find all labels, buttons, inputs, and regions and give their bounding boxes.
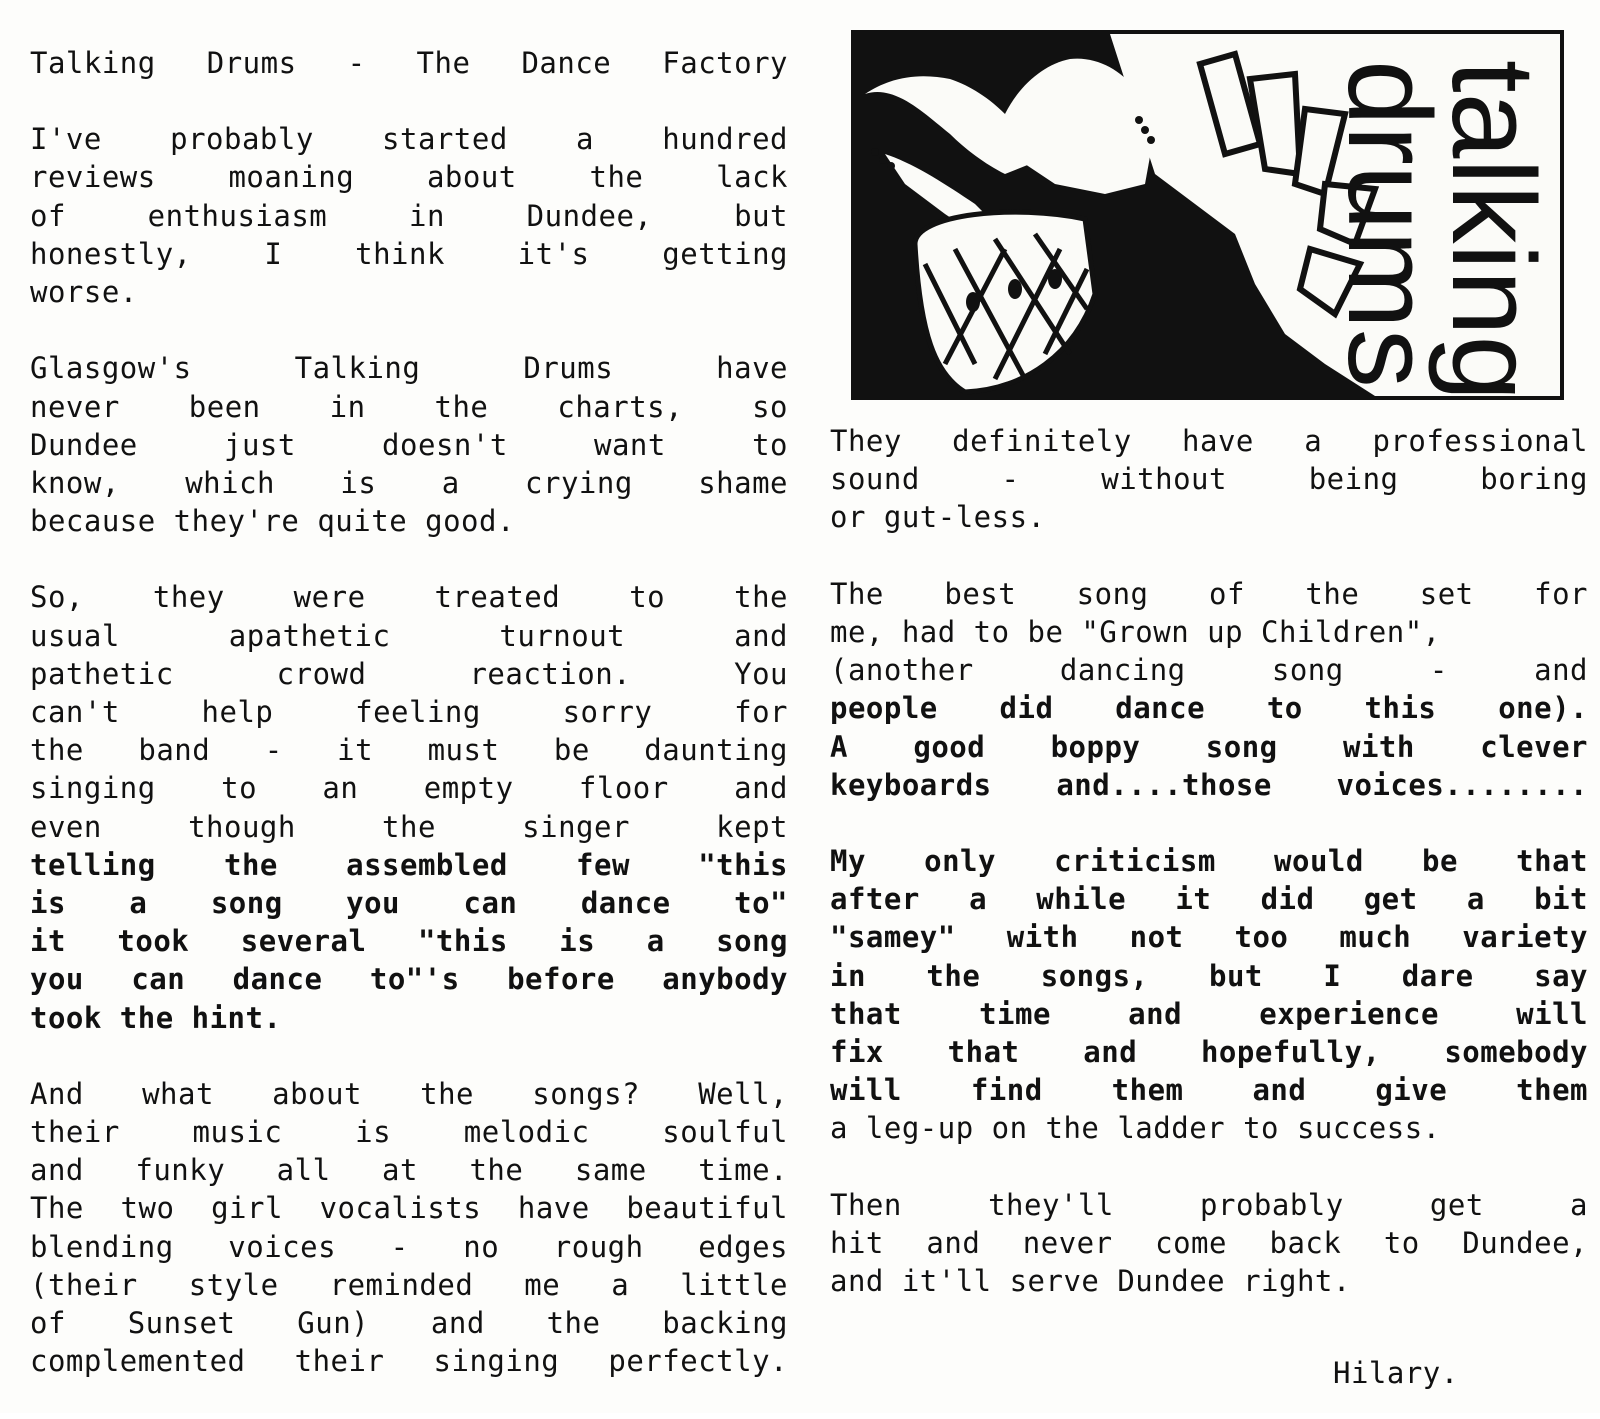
text-line: The two girl vocalists have beautiful	[30, 1191, 788, 1226]
text-line: keyboards and....those voices........	[830, 767, 1588, 802]
text-line: Dundee just doesn't want to	[30, 427, 788, 462]
text-line: The best song of the set for	[830, 576, 1588, 611]
text-line: of Sunset Gun) and the backing	[30, 1306, 788, 1341]
text-line: in the songs, but I dare say	[830, 958, 1588, 993]
text-line: (another dancing song - and	[830, 653, 1588, 688]
text-line: reviews moaning about the lack	[30, 160, 788, 195]
text-line: people did dance to this one).	[830, 691, 1588, 726]
text-line: blending voices - no rough edges	[30, 1229, 788, 1264]
paragraph	[30, 349, 788, 540]
paragraph	[30, 1075, 788, 1381]
text-line: it took several "this is a song	[30, 924, 788, 959]
text-line: even though the singer kept	[30, 809, 788, 844]
text-line: worse.	[30, 274, 138, 309]
text-line: sound - without being boring	[830, 462, 1588, 497]
paragraph	[30, 578, 788, 1036]
left-column	[30, 44, 788, 1419]
text-line: a leg-up on the ladder to success.	[830, 1111, 1441, 1146]
text-line: know, which is a crying shame	[30, 465, 788, 500]
paragraph	[30, 120, 788, 311]
text-line: is a song you can dance to"	[30, 885, 788, 920]
text-line: Glasgow's Talking Drums have	[30, 351, 788, 386]
text-line: fix that and hopefully, somebody	[830, 1035, 1588, 1069]
paragraph	[830, 842, 1588, 1148]
text-line: will find them and give them	[830, 1073, 1588, 1108]
text-line: or gut-less.	[830, 500, 1046, 535]
text-line: can't help feeling sorry for	[30, 695, 788, 730]
text-line: (their style reminded me a little	[30, 1267, 788, 1302]
article-title: Talking Drums - The Dance Factory	[30, 46, 788, 80]
text-line: me, had to be "Grown up Children",	[830, 614, 1441, 649]
text-line: And what about the songs? Well,	[30, 1076, 788, 1111]
text-line: of enthusiasm in Dundee, but	[30, 198, 788, 233]
text-line: and funky all at the same time.	[30, 1153, 788, 1188]
text-line: My only criticism would be that	[830, 844, 1588, 879]
text-line: that time and experience will	[830, 996, 1588, 1031]
text-line: the band - it must be daunting	[30, 733, 788, 768]
author-signature: Hilary.	[1333, 1356, 1459, 1390]
text-line: "samey" with not too much variety	[830, 920, 1588, 955]
paragraph	[830, 422, 1588, 537]
paragraph	[830, 575, 1588, 804]
logo-word-talking: talking	[1427, 60, 1559, 402]
text-line: complemented their singing perfectly.	[30, 1344, 788, 1379]
text-line: Then they'll probably get a	[830, 1187, 1588, 1222]
text-line: pathetic crowd reaction. You	[30, 656, 788, 691]
text-line: telling the assembled few "this	[30, 847, 788, 882]
text-line: honestly, I think it's getting	[30, 236, 788, 271]
text-line: So, they were treated to the	[30, 580, 788, 615]
text-line: and it'll serve Dundee right.	[830, 1264, 1351, 1299]
paragraph	[830, 1186, 1588, 1301]
right-column	[830, 422, 1588, 1339]
text-line: A good boppy song with clever	[830, 729, 1588, 764]
text-line: took the hint.	[30, 1000, 282, 1035]
text-line: singing to an empty floor and	[30, 771, 788, 806]
text-line: hit and never come back to Dundee,	[830, 1225, 1588, 1260]
text-line: I've probably started a hundred	[30, 122, 788, 157]
text-line: after a while it did get a bit	[830, 882, 1588, 917]
text-line: you can dance to"'s before anybody	[30, 962, 788, 997]
logo-word-drums: drums	[1323, 60, 1455, 388]
text-line: never been in the charts, so	[30, 389, 788, 424]
text-line: their music is melodic soulful	[30, 1115, 788, 1150]
text-line: because they're quite good.	[30, 504, 515, 539]
text-line: usual apathetic turnout and	[30, 618, 788, 653]
text-line: They definitely have a professional	[830, 424, 1588, 458]
